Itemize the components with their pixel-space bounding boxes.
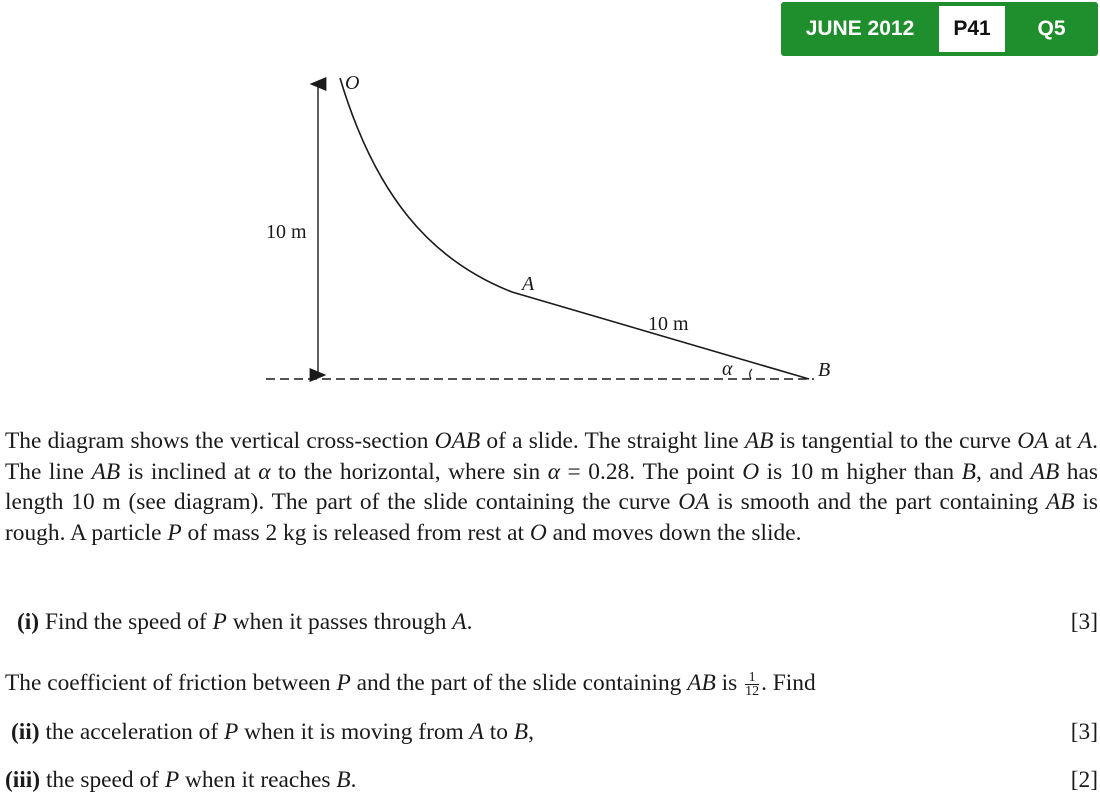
point-A-label: A <box>522 273 535 295</box>
part-iii-marks: [2] <box>1070 767 1098 793</box>
exam-session-label: JUNE 2012 <box>805 17 915 40</box>
friction-fraction: $\frac{1}{12}$ <box>745 670 760 700</box>
part-ii: (ii) the acceleration of P when it is moving from A to B, [3] <box>11 719 1098 745</box>
part-iii: (iii) the speed of P when it reaches B. [2] <box>5 767 1098 793</box>
angle-alpha-label: α <box>722 358 733 380</box>
question-stem: The diagram shows the vertical cross-section OAB of a slide. The straight line AB is tangential to the curve OA at A. The line AB is inclined at α to the horizontal, where sin α = 0.28. The point O is 10 m higher than B, and AB has length 10 m (see diagram). The part of the slide containing the curve OA is smooth and the part containing AB is rough. A particle P of mass 2 kg is released from rest at O and moves down the slide. <box>5 428 1098 546</box>
paper-number-label: P41 <box>939 6 1005 52</box>
height-label: 10 m <box>266 221 307 243</box>
friction-statement: The coefficient of friction between P and the part of the slide containing AB is $\frac{1}{12}$ . Find <box>5 670 816 700</box>
point-O-label: O <box>345 72 360 94</box>
question-number-label: Q5 <box>1037 17 1066 40</box>
part-ii-marks: [3] <box>1070 719 1098 745</box>
line-AB <box>512 292 809 379</box>
point-B-label: B <box>818 359 831 381</box>
curve-OA <box>340 78 512 292</box>
part-i-marks: [3] <box>1070 609 1098 635</box>
part-i: (i) Find the speed of P when it passes through A. [3] <box>17 609 1098 635</box>
angle-alpha-arc <box>750 369 752 379</box>
length-label: 10 m <box>648 313 689 335</box>
